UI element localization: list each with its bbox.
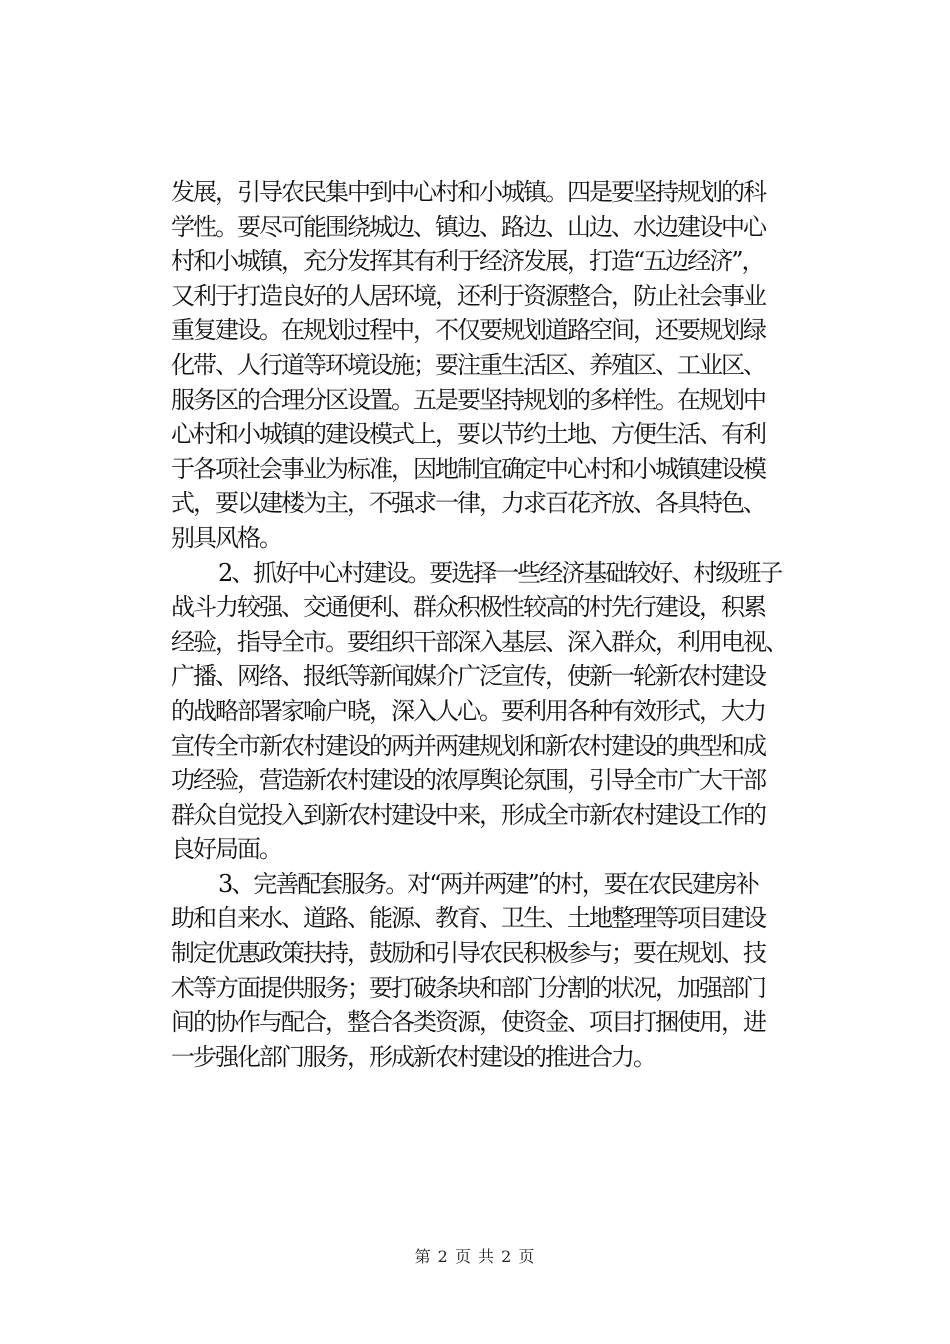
text-line: 化带、人行道等环境设施；要注重生活区、养殖区、工业区、: [171, 350, 765, 379]
text-line: 良好局面。: [171, 835, 281, 864]
text-line: 经验，指导全市。要组织干部深入基层、深入群众，利用电视、: [171, 627, 787, 656]
text-line: 术等方面提供服务；要打破条块和部门分割的状况，加强部门: [171, 973, 765, 1002]
text-line: 村和小城镇，充分发挥其有利于经济发展，打造“五边经济”，: [171, 247, 764, 276]
text-line: 式，要以建楼为主，不强求一律，力求百花齐放、各具特色、: [171, 489, 765, 518]
text-line: 一步强化部门服务，形成新农村建设的推进合力。: [171, 1042, 655, 1071]
text-line: 的战略部署家喻户晓，深入人心。要利用各种有效形式，大力: [171, 696, 765, 725]
text-line: 2、抓好中心村建设。要选择一些经济基础较好、村级班子: [218, 558, 782, 587]
text-line: 功经验，营造新农村建设的浓厚舆论氛围，引导全市广大干部: [171, 766, 765, 795]
text-line: 战斗力较强、交通便利、群众积极性较高的村先行建设，积累: [171, 593, 765, 622]
text-line: 于各项社会事业为标准，因地制宜确定中心村和小城镇建设模: [171, 454, 765, 483]
text-line: 发展，引导农民集中到中心村和小城镇。四是要坚持规划的科: [171, 178, 765, 206]
text-line: 助和自来水、道路、能源、教育、卫生、土地整理等项目建设: [171, 904, 765, 933]
text-line: 服务区的合理分区设置。五是要坚持规划的多样性。在规划中: [171, 385, 765, 414]
text-line: 重复建设。在规划过程中，不仅要规划道路空间，还要规划绿: [171, 316, 765, 345]
text-line: 又利于打造良好的人居环境，还利于资源整合，防止社会事业: [171, 281, 765, 310]
text-line: 心村和小城镇的建设模式上，要以节约土地、方便生活、有利: [171, 420, 765, 449]
document-body: [171, 175, 831, 1074]
text-line: 3、完善配套服务。对“两并两建”的村，要在农民建房补: [218, 869, 758, 898]
text-line: 间的协作与配合，整合各类资源，使资金、项目打捆使用，进: [171, 1008, 765, 1037]
text-line: 广播、网络、报纸等新闻媒介广泛宣传，使新一轮新农村建设: [171, 662, 765, 691]
text-line: 群众自觉投入到新农村建设中来，形成全市新农村建设工作的: [171, 800, 765, 829]
text-line: 宣传全市新农村建设的两并两建规划和新农村建设的典型和成: [171, 731, 765, 760]
text-line: 学性。要尽可能围绕城边、镇边、路边、山边、水边建设中心: [171, 212, 765, 241]
text-line: 别具风格。: [171, 523, 281, 552]
page-footer: 第 2 页 共 2 页: [414, 1247, 536, 1266]
text-line: 制定优惠政策扶持，鼓励和引导农民积极参与；要在规划、技: [171, 939, 765, 968]
